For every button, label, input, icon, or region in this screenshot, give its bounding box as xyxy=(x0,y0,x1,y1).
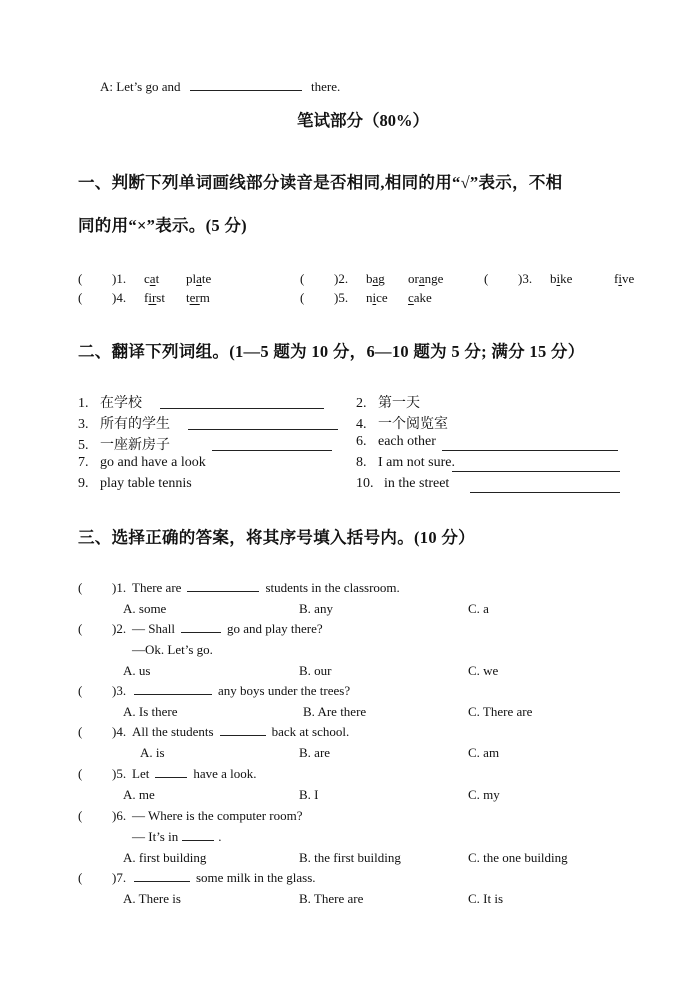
written-part-title: 笔试部分（80%） xyxy=(297,111,429,130)
question-text: . xyxy=(218,829,222,844)
item-text: 第一天 xyxy=(378,396,420,411)
underlined-letters: a xyxy=(196,271,202,286)
word-part: m xyxy=(199,290,210,305)
question-reply: —Ok. Let’s go. xyxy=(132,642,213,657)
underlined-letters: i xyxy=(556,271,561,286)
answer-blank[interactable] xyxy=(134,880,190,882)
question-number: )5. xyxy=(112,766,127,781)
translation-item xyxy=(356,392,420,412)
answer-option[interactable]: B. any xyxy=(299,601,333,616)
answer-option[interactable]: B. the first building xyxy=(299,850,401,865)
question-stem xyxy=(78,808,307,824)
phonics-item xyxy=(78,290,210,306)
answer-option[interactable]: C. a xyxy=(468,601,489,616)
word-part: te xyxy=(201,271,212,286)
question-text: back at school. xyxy=(271,724,350,739)
question-number: )7. xyxy=(112,870,127,885)
answer-paren[interactable]: ( xyxy=(78,290,83,305)
answer-blank[interactable] xyxy=(134,693,212,695)
question-text: some milk in the glass. xyxy=(196,870,316,885)
phonics-item xyxy=(300,271,443,287)
item-number: 5. xyxy=(78,438,89,453)
answer-blank[interactable] xyxy=(182,839,214,841)
question-reply xyxy=(132,829,221,845)
word-part: ke xyxy=(560,271,573,286)
phonics-word xyxy=(550,271,614,287)
word-part: c xyxy=(144,271,150,286)
translation-item xyxy=(356,455,455,471)
question-number: )4. xyxy=(112,724,127,739)
underlined-letters: er xyxy=(189,290,200,305)
question-text: Let xyxy=(132,766,150,781)
item-text: each other xyxy=(378,434,436,449)
answer-option[interactable]: C. the one building xyxy=(468,850,568,865)
answer-option[interactable]: B. I xyxy=(299,787,319,802)
word-part: pl xyxy=(186,271,197,286)
translation-item xyxy=(78,455,206,471)
phonics-word xyxy=(366,290,408,306)
item-text: I am not sure. xyxy=(378,455,455,470)
translation-item xyxy=(78,434,170,454)
intro-line xyxy=(100,79,340,95)
question-number: )6. xyxy=(112,808,127,823)
word-part: ce xyxy=(376,290,388,305)
answer-option[interactable]: A. me xyxy=(123,787,155,802)
item-number: 9. xyxy=(78,476,89,491)
answer-option[interactable]: B. our xyxy=(299,663,332,678)
question-text: — Shall xyxy=(132,621,175,636)
item-number: )2. xyxy=(334,271,349,286)
question-text: students in the classroom. xyxy=(265,580,400,595)
answer-option[interactable]: A. is xyxy=(140,745,165,760)
answer-paren[interactable]: ( xyxy=(300,271,305,286)
phonics-word xyxy=(186,290,210,305)
answer-blank[interactable] xyxy=(470,491,606,493)
phonics-word xyxy=(614,271,634,286)
item-text: play table tennis xyxy=(100,476,192,491)
item-number: 6. xyxy=(356,434,367,449)
answer-option[interactable]: A. some xyxy=(123,601,167,616)
question-number: )2. xyxy=(112,621,127,636)
answer-blank[interactable] xyxy=(190,89,302,91)
phonics-word xyxy=(144,290,186,306)
answer-blank[interactable] xyxy=(181,631,221,633)
answer-paren[interactable]: ( xyxy=(484,271,489,286)
word-part: ve xyxy=(621,271,635,286)
item-text: 一个阅览室 xyxy=(378,417,448,432)
answer-paren[interactable]: ( xyxy=(78,724,83,739)
phonics-word xyxy=(366,271,408,287)
answer-paren[interactable]: ( xyxy=(78,621,83,636)
word-part: st xyxy=(156,290,165,305)
word-part: t xyxy=(155,271,160,286)
item-text: 所有的学生 xyxy=(100,417,170,432)
answer-blank[interactable] xyxy=(155,776,187,778)
answer-paren[interactable]: ( xyxy=(78,271,83,286)
answer-blank[interactable] xyxy=(452,470,618,472)
item-number: 2. xyxy=(356,396,367,411)
word-part: nge xyxy=(424,271,444,286)
underlined-letters: a xyxy=(149,271,156,286)
answer-blank[interactable] xyxy=(187,590,259,592)
answer-blank[interactable] xyxy=(220,734,266,736)
answer-option[interactable]: B. There are xyxy=(299,891,364,906)
translation-item xyxy=(356,434,436,450)
answer-paren[interactable]: ( xyxy=(78,870,83,885)
phonics-word xyxy=(144,271,186,287)
question-text: — It’s in xyxy=(132,829,179,844)
underlined-letters: ir xyxy=(148,290,157,305)
item-number: 1. xyxy=(78,396,89,411)
item-number: 3. xyxy=(78,417,89,432)
section2-heading: 二、翻译下列词组。(1—5 题为 10 分，6—10 题为 5 分; 满分 15 分） xyxy=(78,342,585,361)
answer-option[interactable]: C. am xyxy=(468,745,500,760)
translation-item xyxy=(356,476,449,492)
word-part: t xyxy=(186,290,190,305)
question-stem xyxy=(78,683,350,699)
translation-item xyxy=(78,476,192,492)
answer-blank[interactable] xyxy=(188,407,324,409)
question-stem xyxy=(78,724,349,740)
phonics-word xyxy=(186,271,211,286)
phonics-word xyxy=(408,290,432,305)
answer-option[interactable]: B. are xyxy=(299,745,331,760)
item-number: )4. xyxy=(112,290,127,305)
item-number: )3. xyxy=(518,271,533,286)
item-number: )5. xyxy=(334,290,349,305)
answer-blank[interactable] xyxy=(228,428,328,430)
intro-suffix: there. xyxy=(311,79,341,94)
answer-option[interactable]: A. Is there xyxy=(123,704,178,719)
item-number: 4. xyxy=(356,417,367,432)
section1-heading-line1: 一、判断下列单词画线部分读音是否相同,相同的用“√”表示，不相 xyxy=(78,173,563,192)
question-text: There are xyxy=(132,580,182,595)
answer-option[interactable]: C. There are xyxy=(468,704,533,719)
question-number: )3. xyxy=(112,683,127,698)
answer-option[interactable]: C. we xyxy=(468,663,499,678)
answer-paren[interactable]: ( xyxy=(78,808,83,823)
phonics-item xyxy=(300,290,432,306)
answer-option[interactable]: A. first building xyxy=(123,850,207,865)
translation-item xyxy=(356,413,448,433)
answer-option[interactable]: C. my xyxy=(468,787,500,802)
question-stem xyxy=(78,766,257,782)
question-text: go and play there? xyxy=(226,621,323,636)
intro-prefix: A: Let’s go and xyxy=(100,79,181,94)
item-text: 一座新房子 xyxy=(100,438,170,453)
answer-blank[interactable] xyxy=(212,449,332,451)
item-number: 7. xyxy=(78,455,89,470)
word-part: ake xyxy=(413,290,432,305)
phonics-word xyxy=(408,271,443,286)
underlined-letters: a xyxy=(372,271,379,286)
item-text: in the street xyxy=(384,476,450,491)
question-stem xyxy=(78,870,316,886)
translation-item xyxy=(78,392,142,412)
section1-heading-line2: 同的用“×”表示。(5 分) xyxy=(78,216,247,235)
answer-paren[interactable]: ( xyxy=(300,290,305,305)
phonics-item xyxy=(78,271,211,287)
item-text: go and have a look xyxy=(100,455,206,470)
question-number: )1. xyxy=(112,580,127,595)
word-part: b xyxy=(550,271,557,286)
answer-blank[interactable] xyxy=(442,449,618,451)
underlined-letters: a xyxy=(418,271,425,286)
answer-paren[interactable]: ( xyxy=(78,766,83,781)
word-part: f xyxy=(144,290,149,305)
question-stem xyxy=(78,580,400,596)
answer-option[interactable]: B. Are there xyxy=(303,704,367,719)
item-number: 10. xyxy=(356,476,374,491)
translation-item xyxy=(78,413,170,433)
phonics-item xyxy=(484,271,634,287)
section3-heading: 三、选择正确的答案，将其序号填入括号内。(10 分） xyxy=(78,528,475,547)
word-part: b xyxy=(366,271,373,286)
answer-option[interactable]: C. It is xyxy=(468,891,504,906)
underlined-letters: i xyxy=(618,271,622,286)
word-part: n xyxy=(366,290,373,305)
question-text: any boys under the trees? xyxy=(218,683,351,698)
answer-option[interactable]: A. us xyxy=(123,663,151,678)
item-number: 8. xyxy=(356,455,367,470)
question-stem xyxy=(78,621,323,637)
question-text: have a look. xyxy=(193,766,257,781)
question-text: — Where is the computer room? xyxy=(132,808,303,823)
answer-paren[interactable]: ( xyxy=(78,683,83,698)
word-part: or xyxy=(408,271,419,286)
underlined-letters: i xyxy=(372,290,377,305)
item-text: 在学校 xyxy=(100,396,142,411)
underlined-letters: c xyxy=(408,290,414,305)
word-part: g xyxy=(378,271,385,286)
question-text: All the students xyxy=(132,724,214,739)
word-part: f xyxy=(614,271,619,286)
answer-option[interactable]: A. There is xyxy=(123,891,181,906)
answer-paren[interactable]: ( xyxy=(78,580,83,595)
item-number: )1. xyxy=(112,271,127,286)
